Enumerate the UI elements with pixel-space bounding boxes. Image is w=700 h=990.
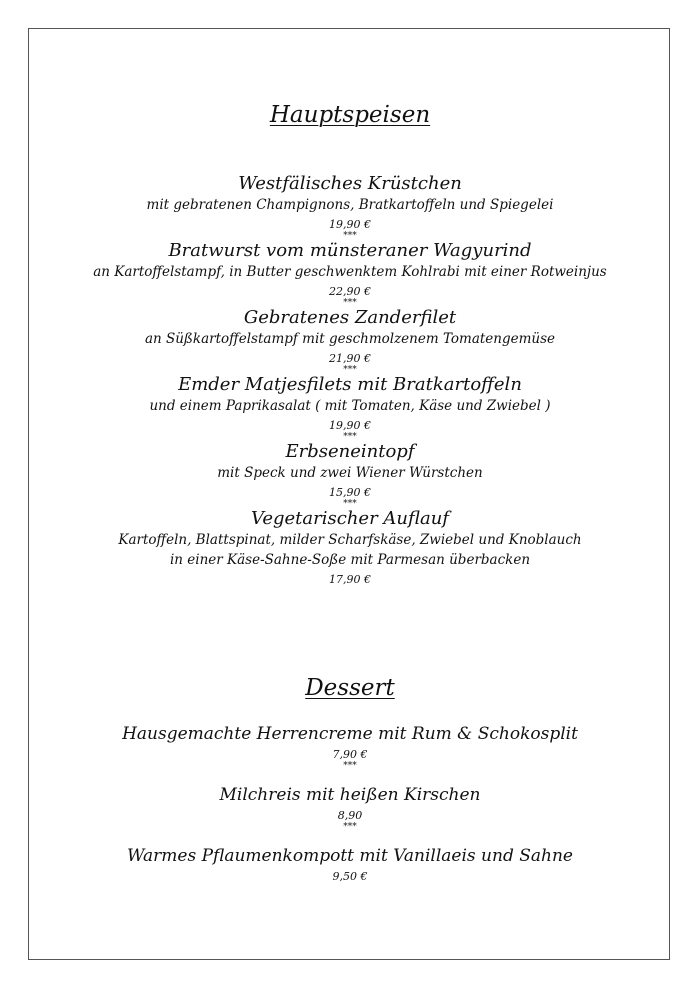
separator: *** [343,499,357,509]
dish-name: Bratwurst vom münsteraner Wagyurind [168,240,532,261]
dish-description: an Süßkartoffelstampf mit geschmolzenem Tomatengemüse [144,331,556,347]
dessert-price: 9,50 € [332,870,368,883]
dish-price: 15,90 € [329,486,371,499]
dish-price: 17,90 € [329,573,371,586]
dish-description: mit gebratenen Champignons, Bratkartoffeln und Spiegelei [146,197,554,213]
dish-name: Gebratenes Zanderfilet [243,307,457,328]
dish-description: und einem Paprikasalat ( mit Tomaten, Käse und Zwiebel ) [149,398,551,414]
dish-name: Emder Matjesfilets mit Bratkartoffeln [178,374,522,395]
dish-name: Westfälisches Krüstchen [238,173,462,194]
dish-name: Erbseneintopf [285,441,415,462]
separator: *** [343,365,357,375]
separator: *** [343,822,357,832]
section-heading: Dessert [305,675,395,701]
dish-description: mit Speck und zwei Wiener Würstchen [217,465,483,481]
separator: *** [343,432,357,442]
dish-description: in einer Käse-Sahne-Soße mit Parmesan überbacken [169,552,531,568]
dish-item [0,173,700,240]
dessert-item [0,845,700,884]
separator: *** [343,231,357,241]
section-title-main [0,102,700,128]
dish-price: 19,90 € [329,218,371,231]
separator: *** [343,761,357,771]
section-heading: Hauptspeisen [269,102,431,128]
dessert-name: Hausgemachte Herrencreme mit Rum & Schokosplit [122,724,578,744]
dessert-list [0,723,700,886]
dessert-name: Milchreis mit heißen Kirschen [219,785,481,805]
dish-description: an Kartoffelstampf, in Butter geschwenktem Kohlrabi mit einer Rotweinjus [93,264,607,280]
dessert-name: Warmes Pflaumenkompott mit Vanillaeis und Sahne [127,846,573,866]
dish-item [0,441,700,508]
dish-item [0,374,700,441]
dish-name: Vegetarischer Auflauf [251,508,449,529]
dessert-price: 7,90 € [332,748,368,761]
separator: *** [343,298,357,308]
dessert-price: 8,90 [337,809,363,822]
dish-price: 19,90 € [329,419,371,432]
dish-item [0,307,700,374]
dish-description: Kartoffeln, Blattspinat, milder Scharfskäse, Zwiebel und Knoblauch [118,532,582,548]
dish-item [0,240,700,307]
main-dish-list [0,173,700,587]
dessert-item [0,723,700,770]
dish-price: 22,90 € [329,285,371,298]
dish-price: 21,90 € [329,352,371,365]
section-title-dessert [0,675,700,701]
dessert-item [0,784,700,831]
dish-item [0,508,700,587]
